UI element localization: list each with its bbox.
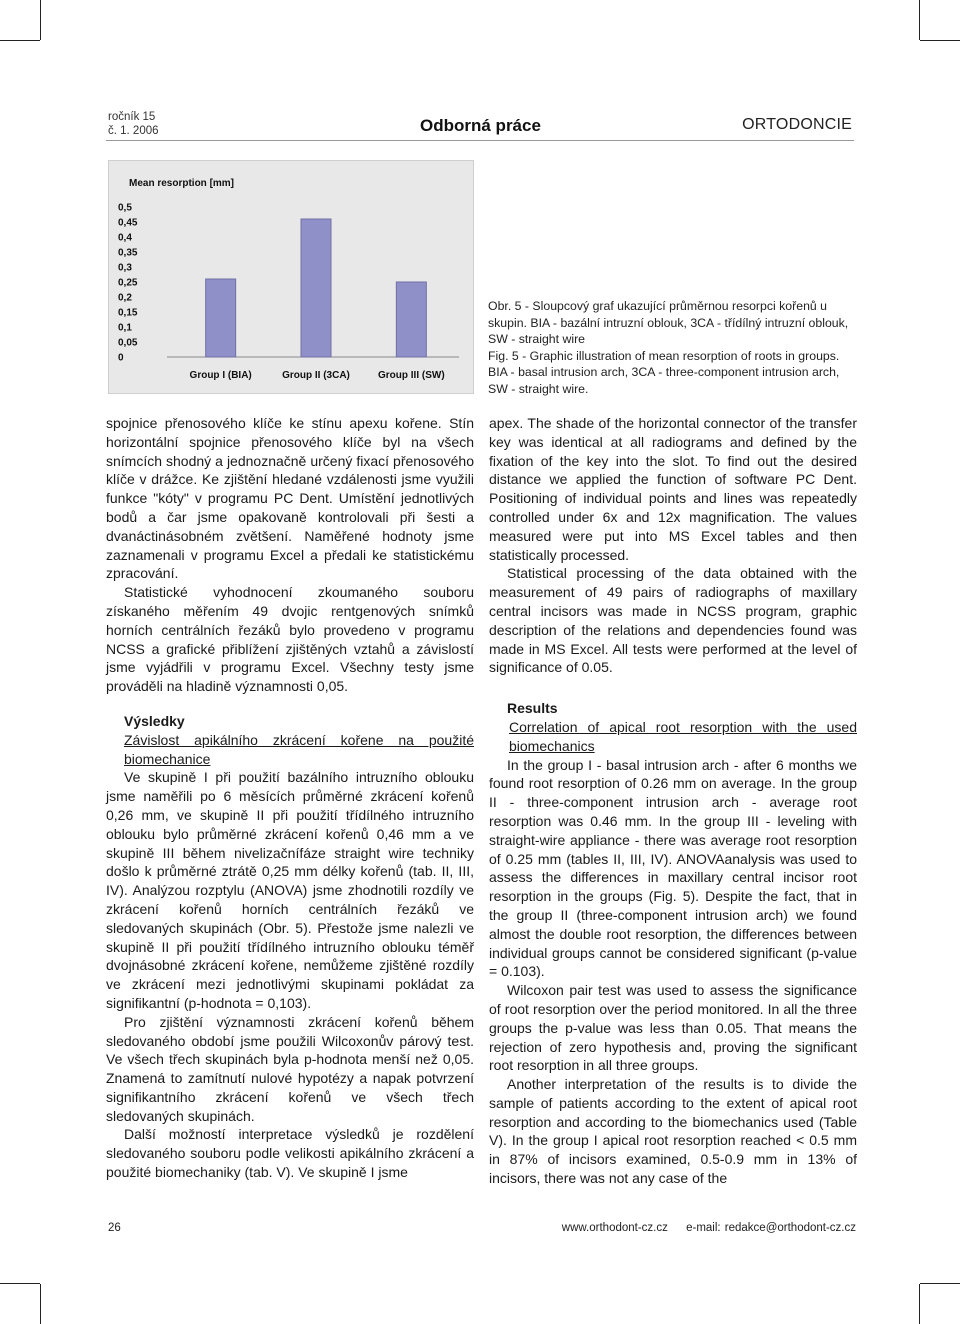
issue-label: č. 1. 2006 — [108, 125, 159, 137]
footer-contact — [562, 1222, 856, 1234]
crop-mark-bottom-right — [919, 1284, 920, 1324]
y-tick-label: 0,2 — [118, 292, 132, 304]
y-tick-label: 0,45 — [118, 217, 138, 229]
crop-mark-top-left — [40, 0, 41, 40]
left-column — [106, 414, 474, 1182]
right-results-heading: Results — [507, 700, 558, 717]
x-category-label: Group I (BIA) — [189, 370, 252, 381]
page-number: 26 — [108, 1222, 121, 1234]
bar-1 — [206, 279, 236, 357]
y-tick-label: 0,4 — [118, 232, 132, 244]
crop-mark-top-left-h — [0, 40, 40, 41]
y-tick-label: 0,1 — [118, 322, 132, 334]
y-tick-label: 0,35 — [118, 247, 138, 259]
crop-mark-bottom-left-h — [0, 1283, 40, 1284]
right-column — [489, 414, 857, 1188]
y-tick-label: 0,3 — [118, 262, 132, 274]
crop-mark-top-right — [919, 0, 920, 40]
y-tick-label: 0,15 — [118, 307, 138, 319]
right-results-subheading: Correlation of apical root resorption with the used biomechanics — [509, 718, 857, 754]
left-paragraph-2: Statistické vyhodnocení zkoumaného souboru získaného měřením 49 dvojic rentgenových snímků horních centrálních řezáků bylo provedeno v programu NCSS a grafické přiblížení zjištěných vztahů a závislostí jsme vyjádřili v programu Excel. Všechny testy jsme prováděli na hladině významnosti 0,05. — [106, 584, 474, 695]
figure-caption-cz: Obr. 5 - Sloupcový graf ukazující průměrnou resorpci kořenů u skupin. BIA - bazální intruzní oblouk, 3CA - třídílný intruzní oblouk, SW - straight wire — [488, 299, 849, 347]
left-paragraph-3: Ve skupině I při použití bazálního intruzního oblouku jsme naměřili po 6 měsících průměrné zkrácení kořenů 0,26 mm, ve skupině II při použití třídílného intruzního oblouku bylo průměrné zkrácení kořenů 0,46 mm a ve skupině III během nivelizačnífáze straight wire techniky došlo k průměrné ztrátě 0,25 mm délky kořenů (tab. II, III, IV). Analýzou rozptylu (ANOVA) jsme zhodnotili rozdíly ve zkrácení kořenů horních centrálních řezáků ve sledovaných skupinách (Obr. 5). Přestože jsme nalezli ve skupině II při použití třídílného intruzního oblouku téměř dvojnásobné zkrácení kořene, nemůžeme zjištěné rozdíly ve zkrácení mezi jednotlivými skupinami pokládat za signifikantní (p-hodnota = 0,103). — [106, 769, 474, 1011]
y-tick-label: 0,05 — [118, 337, 138, 349]
x-category-label: Group III (SW) — [378, 370, 445, 381]
right-paragraph-2: Statistical processing of the data obtained with the measurement of 49 pairs of radiographs of maxillary central incisors was made in NCSS program, graphic description of the relations and dependencies found was made in MS Excel. All tests were performed at the level of significance of 0.05. — [489, 565, 857, 676]
y-tick-label: 0,5 — [118, 202, 132, 214]
left-paragraph-4: Pro zjištění významnosti zkrácení kořenů během sledovaného období jsme použili Wilcoxonův párový test. Ve všech třech skupinách byla p-hodnota menší než 0,05. Znamená to zamítnutí nulové hypotézy a napak potvrzení signifikantního zkrácení kořenů ve všech třech sledovaných skupinách. — [106, 1013, 474, 1124]
volume-label: ročník 15 — [108, 111, 156, 123]
crop-mark-top-right-h — [920, 40, 960, 41]
right-paragraph-4: Wilcoxon pair test was used to assess the significance of root resorption over the period monitored. In all the three groups the p-value was less than 0.05. That means the rejection of zero hypothesis and, proving the significant root resorption in all three groups. — [489, 982, 857, 1074]
resorption-bar-chart — [108, 160, 474, 394]
y-tick-label: 0 — [118, 352, 124, 364]
issue-info — [108, 110, 159, 138]
header-divider — [106, 140, 854, 141]
footer-email: e-mail: redakce@orthodont-cz.cz — [686, 1222, 856, 1234]
left-results-subheading: Závislost apikálního zkrácení kořene na použité biomechanice — [124, 731, 474, 767]
y-tick-label: 0,25 — [118, 277, 138, 289]
chart-svg — [109, 161, 473, 393]
right-paragraph-5: Another interpretation of the results is to divide the sample of patients according to the extent of apical root resorption and according to the biomechanics used (Table V). In the group I apical root resorption reached < 0.5 mm in 87% of incisors examined, 0.5-0.9 mm in 13% of incisors, there was not any case of the — [489, 1076, 857, 1187]
bar-3 — [396, 282, 426, 357]
right-paragraph-3: In the group I - basal intrusion arch - after 6 months we found root resorption of 0.26 mm on average. In the group II - three-component intrusion arch - average root resorption was 0.46 mm. In the group III - leveling with straight-wire appliance - there was average root resorption of 0.25 mm (tables II, III, IV). ANOVAanalysis was used to assess the differences in maxillary central incisor root resorption in the groups (Fig. 5). Despite the fact, that in the group II (three-component intrusion arch) we found almost the double root resorption, the differences between individual groups cannot be considered significant (p-value = 0.103). — [489, 756, 857, 980]
right-paragraph-1: apex. The shade of the horizontal connector of the transfer key was identical at all radiograms and defined by the fixation of the key into the slot. To find out the desired distance we applied the function of software PC Dent. Positioning of individual points and lines was repeatedly controlled under 6x and 12x magnification. The values measured were put into MS Excel tables and then statistically processed. — [489, 415, 857, 563]
left-paragraph-5: Další možností interpretace výsledků je rozdělení sledovaného souboru podle velikosti apikálního zkrácení a použité biomechaniky (tab. V). Ve skupině I jsme — [106, 1126, 474, 1181]
left-results-heading: Výsledky — [124, 712, 185, 729]
bar-2 — [301, 219, 331, 357]
journal-name: ORTODONCIE — [742, 116, 852, 133]
y-axis-title: Mean resorption [mm] — [129, 178, 235, 189]
footer-website: www.orthodont-cz.cz — [561, 1222, 668, 1234]
x-category-label: Group II (3CA) — [282, 370, 350, 381]
left-paragraph-1: spojnice přenosového klíče ke stínu apexu kořene. Stín horizontální spojnice přenosového klíče byl na všech snímcích shodný a jednoznačně určený fixací přenosového klíče v drážce. Ke zjištění hledané vzdálenosti jsme využili funkce "kóty" v programu PC Dent. Umístění jednotlivých bodů a čar jsme opakovaně kontrolovali při šesti a dvanáctinásobném zvětšení. Naměřené hodnoty jsme zaznamenali v programu Excel a předali ke statistickému zpracování. — [106, 415, 474, 582]
crop-mark-bottom-right-h — [920, 1283, 960, 1284]
crop-mark-bottom-left — [40, 1284, 41, 1324]
figure-caption-en: Fig. 5 - Graphic illustration of mean resorption of roots in groups. BIA - basal intrusion arch, 3CA - three-component intrusion arch, SW - straight wire. — [488, 348, 840, 396]
section-title: Odborná práce — [420, 116, 541, 135]
figure-caption — [488, 298, 858, 398]
